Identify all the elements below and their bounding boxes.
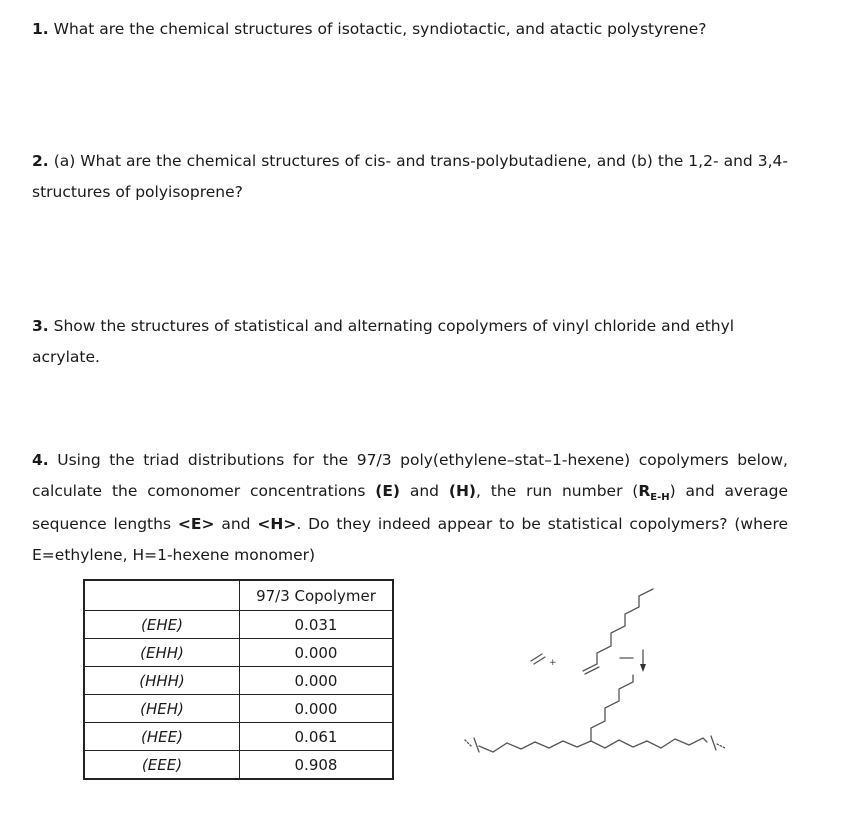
question-2-text: (a) What are the chemical structures of cis- and trans-polybutadiene, and (b) the 1,2- and 3,4-structures of polyisoprene? (32, 152, 788, 201)
table-header-label: 97/3 Copolymer (240, 581, 393, 611)
question-3-text: Show the structures of statistical and alternating copolymers of vinyl chloride and ethyl acrylate. (32, 317, 735, 366)
table-row (85, 639, 393, 667)
triad-label: (HHH) (85, 667, 240, 695)
question-1 (32, 14, 788, 45)
question-1-number: 1. (32, 20, 49, 38)
question-4-text-1: Using the triad distributions for the 97/3 poly(ethylene–stat–1-hexene) copolymers below, calculate the comonomer concentrations (32, 451, 788, 500)
triad-value: 0.000 (240, 639, 393, 667)
avg-length-e-symbol: <E> (177, 515, 215, 533)
copolymerization-reaction-scheme (445, 578, 745, 778)
table-row (85, 695, 393, 723)
question-2 (32, 146, 788, 208)
question-3-number: 3. (32, 317, 49, 335)
question-1-text: What are the chemical structures of isotactic, syndiotactic, and atactic polystyrene? (53, 20, 707, 38)
ethylene-concentration-symbol: (E) (375, 482, 401, 500)
run-number-subscript: E-H (650, 492, 670, 503)
ethylene-structure (531, 654, 545, 664)
table-row (85, 751, 393, 779)
question-2-number: 2. (32, 152, 49, 170)
triad-value: 0.908 (240, 751, 393, 779)
table-header-empty (85, 581, 240, 611)
triad-value: 0.031 (240, 611, 393, 639)
question-4-text-6: . Do they indeed appear to be statistical copolymers? (where E=ethylene, H=1-hexene monomer) (32, 515, 789, 564)
question-3 (32, 311, 788, 373)
avg-length-h-symbol: <H> (257, 515, 297, 533)
run-number-letter: R (638, 482, 651, 500)
question-4-text-4: ) and average sequence lengths (32, 482, 788, 533)
reaction-arrow-icon (620, 650, 646, 672)
hexene-concentration-symbol: (H) (448, 482, 477, 500)
triad-distribution-table (84, 580, 393, 779)
triad-value: 0.000 (240, 667, 393, 695)
table-row (85, 611, 393, 639)
question-4-text-3: , the run number ( (476, 482, 639, 500)
triad-label: (EEE) (85, 751, 240, 779)
question-4 (32, 445, 788, 571)
triad-label: (EHE) (85, 611, 240, 639)
table-header-row (85, 581, 393, 611)
triad-label: (EHH) (85, 639, 240, 667)
triad-label: (HEH) (85, 695, 240, 723)
reaction-plus-sign: + (549, 658, 557, 668)
copolymer-structure (465, 675, 725, 752)
question-4-text-5: and (214, 515, 258, 533)
question-4-number: 4. (32, 451, 49, 469)
triad-value: 0.000 (240, 695, 393, 723)
triad-label: (HEE) (85, 723, 240, 751)
table-row (85, 667, 393, 695)
run-number-symbol (638, 482, 670, 503)
table-row (85, 723, 393, 751)
question-4-text-2: and (400, 482, 449, 500)
triad-value: 0.061 (240, 723, 393, 751)
